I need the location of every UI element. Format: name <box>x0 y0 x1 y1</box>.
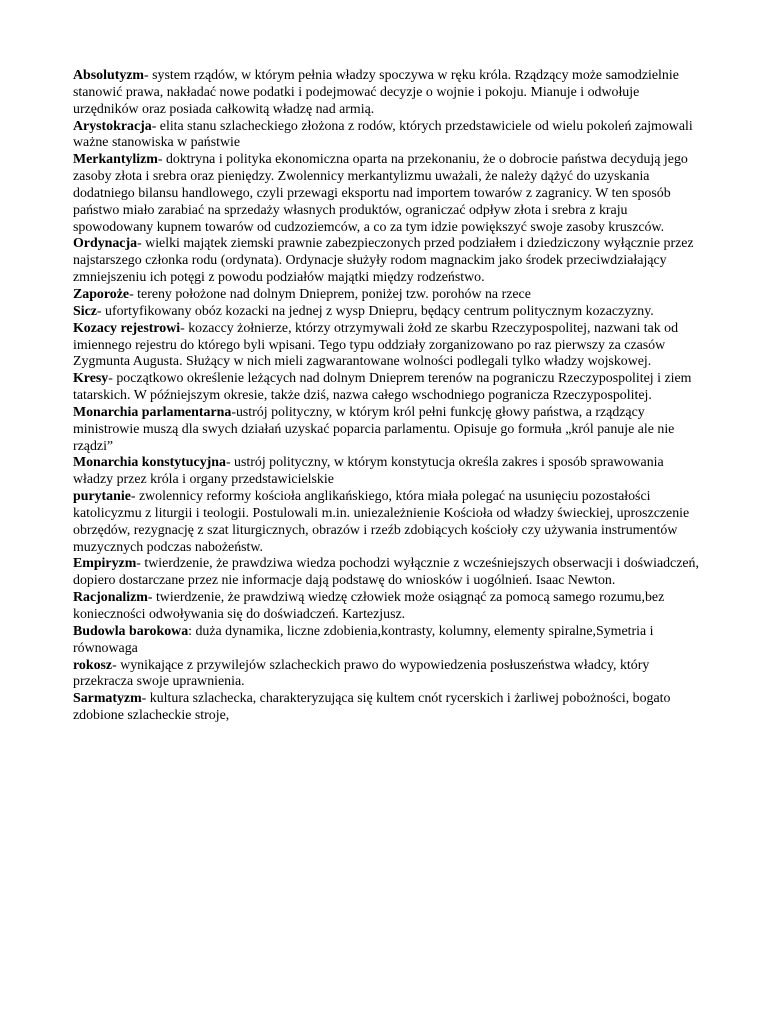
entry-definition: - twierdzenie, że prawdziwa wiedza pochodzi wyłącznie z wcześniejszych obserwacji i doświadczeń, dopiero dostarczane przez nie informacje dają podstawę do wniosków i uogólnień. Isaac Newton. <box>73 556 699 589</box>
entry-absolutyzm <box>73 68 701 119</box>
entry-term: Racjonalizm <box>73 590 148 606</box>
entry-term: Empiryzm <box>73 556 137 572</box>
entry-rokosz <box>73 658 701 692</box>
entry-term: Monarchia konstytucyjna <box>73 455 226 471</box>
entry-definition: - elita stanu szlacheckiego złożona z rodów, których przedstawiciele od wielu pokoleń zajmowali ważne stanowiska w państwie <box>73 118 693 151</box>
entry-term: Kresy <box>73 371 109 387</box>
entry-monarchia-parlamentarna <box>73 405 701 456</box>
entry-definition: - wynikające z przywilejów szlacheckich prawo do wypowiedzenia posłuszeństwa władcy, który przekracza swoje uprawnienia. <box>73 657 650 690</box>
entry-term: Merkantylizm <box>73 152 158 168</box>
entry-sarmatyzm <box>73 691 701 725</box>
entry-definition: - kozaccy żołnierze, którzy otrzymywali żołd ze skarbu Rzeczypospolitej, nazwani tak od imiennego rejestru do którego byli wpisani. Tego typu oddziały zorganizowano po raz pierwszy za czasów Zygmunta Augusta. Służący w nich mieli zagwarantowane wolności podlegali tylko władzy wojskowej. <box>73 320 679 370</box>
entry-definition: - twierdzenie, że prawdziwą wiedzę człowiek może osiągnąć za pomocą samego rozumu,bez konieczności odwoływania się do doświadczeń. Kartezjusz. <box>73 590 665 622</box>
entry-empiryzm <box>73 556 701 590</box>
entry-term: Absolutyzm <box>73 68 144 83</box>
entry-term: purytanie <box>73 489 131 505</box>
entry-zaporoze <box>73 287 701 304</box>
entry-term: Monarchia parlamentarna <box>73 404 232 420</box>
entry-term: Kozacy rejestrowi <box>73 320 181 336</box>
entry-definition: - ustrój polityczny, w którym konstytucja określa zakres i sposób sprawowania władzy przez króla i organy przedstawicielskie <box>73 455 664 488</box>
entry-racjonalizm <box>73 590 701 624</box>
entry-definition: - system rządów, w którym pełnia władzy spoczywa w ręku króla. Rządzący może samodzielnie stanowić prawa, nakładać nowe podatki i podejmować decyzje o wojnie i pokoju. Mianuje i odwołuje urzędników oraz posiada całkowitą władzę nad armią. <box>73 68 679 117</box>
entry-definition: - ufortyfikowany obóz kozacki na jednej z wysp Dniepru, będący centrum politycznym kozaczyzny. <box>96 303 654 319</box>
entry-definition: - tereny położone nad dolnym Dnieprem, poniżej tzw. porohów na rzece <box>129 286 531 302</box>
entry-definition: - zwolennicy reformy kościoła anglikańskiego, która miała polegać na usunięciu pozostałości katolicyzmu z liturgii i teologii. Postulowali m.in. uniezależnienie Kościoła od władzy świeckiej, uproszczenie obrzędów, rezygnację z szat liturgicznych, obrazów i rzeźb zdobiących kościoły czy używania instrumentów muzycznych podczas nabożeństw. <box>73 489 690 555</box>
entry-purytanie <box>73 489 701 556</box>
entry-kozacy-rejestrowi <box>73 321 701 372</box>
entry-term: Budowla barokowa <box>73 623 189 639</box>
entry-term: Sarmatyzm <box>73 691 142 707</box>
entry-monarchia-konstytucyjna <box>73 455 701 489</box>
entry-definition: - początkowo określenie leżących nad dolnym Dnieprem terenów na pograniczu Rzeczypospolitej i ziem tatarskich. W późniejszym okresie, także dziś, nazwa całego wschodniego pogranicza Rzeczypospolitej. <box>73 371 692 404</box>
entry-sicz <box>73 304 701 321</box>
entry-budowla-barokowa <box>73 624 701 658</box>
entry-ordynacja <box>73 236 701 287</box>
entry-merkantylizm <box>73 152 701 236</box>
entry-kresy <box>73 371 701 405</box>
entry-definition: - wielki majątek ziemski prawnie zabezpieczonych przed podziałem i dziedziczony wyłącznie przez najstarszego członka rodu (ordynata). Ordynacje służyły rodom magnackim jako środek przeciwdziałający zmniejszeniu ich potęgi z powodu podziałów majątki między rodzeństwo. <box>73 236 694 286</box>
entry-term: Zaporoże <box>73 286 130 302</box>
entry-term: Arystokracja <box>73 118 152 134</box>
entry-term: Sicz <box>73 303 97 319</box>
entry-definition: -ustrój polityczny, w którym król pełni funkcję głowy państwa, a rządzący ministrowie muszą dla swych działań uzyskać poparcia parlamentu. Opisuje go formuła „król panuje ale nie rządzi” <box>73 404 675 454</box>
entry-definition: - kultura szlachecka, charakteryzująca się kultem cnót rycerskich i żarliwej pobożności, bogato zdobione szlacheckie stroje, <box>73 691 671 724</box>
entry-term: rokosz <box>73 657 113 673</box>
entry-definition: : duża dynamika, liczne zdobienia,kontrasty, kolumny, elementy spiralne,Symetria i równowaga <box>73 623 654 656</box>
entry-arystokracja <box>73 119 701 153</box>
document-page <box>73 68 701 725</box>
entry-term: Ordynacja <box>73 236 138 252</box>
entry-definition: - doktryna i polityka ekonomiczna oparta na przekonaniu, że o dobrocie państwa decydują jego zasoby złota i srebra oraz pieniędzy. Zwolennicy merkantylizmu uważali, że należy dążyć do uzyskania dodatniego bilansu handlowego, czyli przewagi eksportu nad importem towarów z zagranicy. W ten sposób państwo miało zarabiać na sprzedaży własnych produktów, ograniczać odpływ złota i srebra z kraju spowodowany kupnem towarów od cudzoziemców, a co za tym idzie powiększyć swoje zasoby kruszców. <box>73 152 688 235</box>
